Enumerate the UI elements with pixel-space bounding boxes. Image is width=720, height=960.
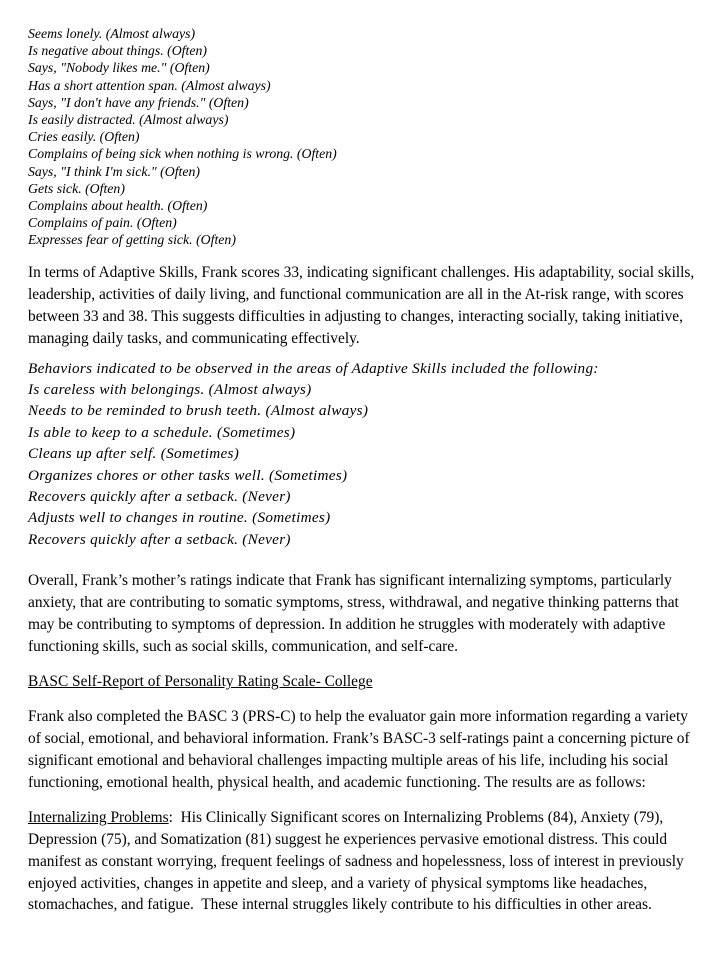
- behavior-list-item: Has a short attention span. (Almost always): [28, 77, 271, 93]
- behavior-list-item: Recovers quickly after a setback. (Never): [28, 488, 291, 506]
- behavior-list-item: Expresses fear of getting sick. (Often): [28, 232, 236, 248]
- behavior-list-item: Organizes chores or other tasks well. (Sometimes): [28, 466, 348, 484]
- behavior-list-item: Is able to keep to a schedule. (Sometimes): [28, 423, 296, 441]
- behavior-list-item: Cleans up after self. (Sometimes): [28, 445, 240, 463]
- adaptive-behaviors-intro: Behaviors indicated to be observed in the areas of Adaptive Skills included the following:: [28, 359, 599, 377]
- behavior-list-item: Needs to be reminded to brush teeth. (Almost always): [28, 402, 369, 420]
- behavior-list-item: Seems lonely. (Almost always): [28, 26, 196, 41]
- behavior-list-item: Says, "I think I'm sick." (Often): [28, 163, 201, 179]
- behavior-list-item: Says, "I don't have any friends." (Often): [28, 94, 249, 110]
- internalizing-problems-label: Internalizing Problems: [28, 809, 169, 827]
- behavior-list-item: Is easily distracted. (Almost always): [28, 112, 229, 128]
- internalizing-problems-text: : His Clinically Significant scores on Internalizing Problems (84), Anxiety (79), Depression (75), and Somatization (81) suggest he experiences pervasive emotional distress. This could manifest as constant worrying, frequent feelings of sadness and hopelessness, loss of interest in previously enjoyed activities, changes in appetite and sleep, and a variety of physical symptoms like headaches, stomachaches, and fatigue. These internal struggles likely contribute to his difficulties in other areas.: [28, 809, 688, 914]
- behavior-list-item: Is negative about things. (Often): [28, 43, 207, 59]
- paragraph-adaptive-skills: In terms of Adaptive Skills, Frank scores 33, indicating significant challenges. His adaptability, social skills, leadership, activities of daily living, and functional communication are all in the At-risk range, with scores between 33 and 38. This suggests difficulties in adjusting to changes, interacting socially, taking initiative, managing daily tasks, and communicating effectively.: [28, 263, 699, 347]
- behavior-list-item: Cries easily. (Often): [28, 129, 140, 145]
- behavior-list-item: Says, "Nobody likes me." (Often): [28, 60, 210, 76]
- adaptive-behaviors-list: [28, 379, 696, 550]
- paragraph-internalizing-problems: [28, 807, 696, 916]
- behavior-list-item: Gets sick. (Often): [28, 180, 125, 196]
- paragraph-summary: Overall, Frank’s mother’s ratings indicate that Frank has significant internalizing symptoms, particularly anxiety, that are contributing to somatic symptoms, stress, withdrawal, and negative thinking patterns that may be contributing to symptoms of depression. In addition he struggles with moderately with adaptive functioning skills, such as social skills, communication, and self-care.: [28, 572, 683, 656]
- behavior-list-item: Adjusts well to changes in routine. (Sometimes): [28, 509, 331, 527]
- behavior-list-item: Complains of being sick when nothing is wrong. (Often): [28, 146, 337, 162]
- observed-behaviors-list: [28, 25, 696, 249]
- basc-src-heading: BASC Self-Report of Personality Rating Scale- College: [28, 673, 373, 691]
- behavior-list-item: Complains of pain. (Often): [28, 215, 177, 231]
- behavior-list-item: Recovers quickly after a setback. (Never): [28, 530, 291, 548]
- behavior-list-item: Complains about health. (Often): [28, 198, 208, 214]
- paragraph-basc-overview: Frank also completed the BASC 3 (PRS-C) to help the evaluator gain more information regarding a variety of social, emotional, and behavioral information. Frank’s BASC-3 self-ratings paint a concerning picture of significant emotional and behavioral challenges impacting multiple areas of his life, including his social functioning, emotional health, physical health, and academic functioning. The results are as follows:: [28, 708, 694, 792]
- behavior-list-item: Is careless with belongings. (Almost always): [28, 381, 312, 399]
